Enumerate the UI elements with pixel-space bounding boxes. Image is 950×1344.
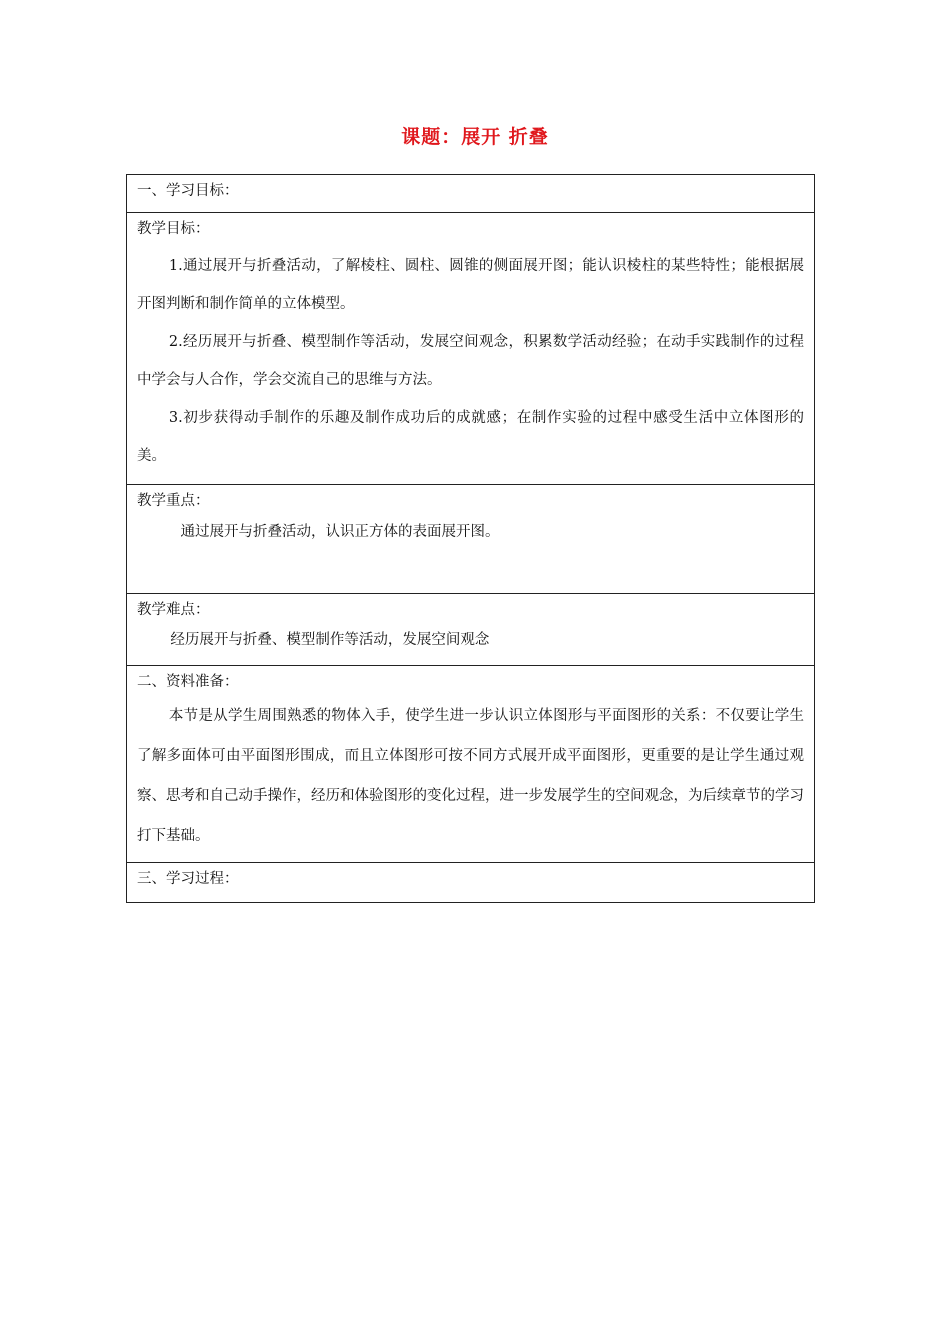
difficulty-text: 经历展开与折叠、模型制作等活动，发展空间观念 bbox=[170, 632, 490, 648]
materials-label: 二、资料准备： bbox=[137, 674, 239, 690]
teaching-goals-label: 教学目标： bbox=[137, 221, 210, 237]
lesson-table bbox=[126, 174, 815, 903]
process-header: 三、学习过程： bbox=[137, 871, 239, 887]
process-header-row bbox=[127, 862, 814, 902]
teaching-goal-item: 2.经历展开与折叠、模型制作等活动，发展空间观念，积累数学活动经验；在动手实践制作的过程中学会与人合作，学会交流自己的思维与方法。 bbox=[137, 334, 804, 388]
teaching-goal-item: 3.初步获得动手制作的乐趣及制作成功后的成就感；在制作实验的过程中感受生活中立体图形的美。 bbox=[137, 410, 804, 464]
difficulty-row bbox=[127, 593, 814, 665]
teaching-goals-list bbox=[137, 247, 804, 475]
goals-header: 一、学习目标： bbox=[137, 183, 239, 199]
materials-text: 本节是从学生周围熟悉的物体入手，使学生进一步认识立体图形与平面图形的关系：不仅要让学生了解多面体可由平面图形围成，而且立体图形可按不同方式展开成平面图形，更重要的是让学生通过观察、思考和自己动手操作，经历和体验图形的变化过程，进一步发展学生的空间观念，为后续章节的学习打下基础。 bbox=[137, 708, 804, 844]
key-point-label: 教学重点： bbox=[137, 493, 210, 509]
key-point-row bbox=[127, 484, 814, 593]
teaching-goal-item: 1.通过展开与折叠活动，了解棱柱、圆柱、圆锥的侧面展开图；能认识棱柱的某些特性；能根据展开图判断和制作简单的立体模型。 bbox=[137, 258, 804, 312]
goals-header-row bbox=[127, 175, 814, 212]
difficulty-label: 教学难点： bbox=[137, 602, 210, 618]
materials-row bbox=[127, 665, 814, 862]
page-title: 课题：展开 折叠 bbox=[401, 126, 549, 148]
key-point-text: 通过展开与折叠活动，认识正方体的表面展开图。 bbox=[180, 524, 500, 540]
teaching-goals-row bbox=[127, 212, 814, 484]
